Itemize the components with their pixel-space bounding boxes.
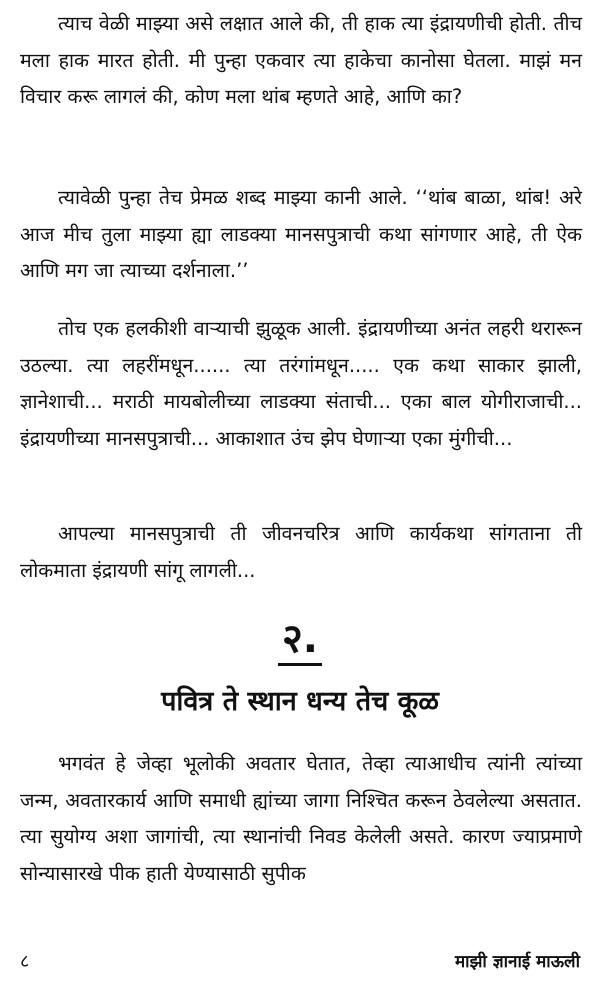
chapter-number bbox=[0, 614, 600, 666]
paragraph-1: त्याच वेळी माझ्या असे लक्षात आले की, ती हाक त्या इंद्रायणीची होती. तीच मला हाक मारत होती. मी पुन्हा एकवार त्या हाकेचा कानोसा घेतला. माझं मन विचार करू लागलं की, कोण मला थांब म्हणते आहे, आणि का? bbox=[20, 12, 582, 108]
running-footer-book-title: माझी ज्ञानाई माऊली bbox=[455, 952, 580, 972]
paragraph-3: तोच एक हलकीशी वाऱ्याची झुळूक आली. इंद्रायणीच्या अनंत लहरी थरारून उठल्या. त्या लहरींमधून...... त्या तरंगांमधून..... एक कथा साकार झाली, ज्ञानेशाची... मराठी मायबोलीच्या लाडक्या संताची... एका बाल योगीराजाची... इंद्रायणीच्या मानसपुत्राची... आकाशात उंच झेप घेणाऱ्या एका मुंगीची... bbox=[20, 317, 582, 450]
paragraph-4: आपल्या मानसपुत्राची ती जीवनचरित्र आणि कार्यकथा सांगताना ती लोकमाता इंद्रायणी सांगू लागली... bbox=[20, 522, 582, 582]
chapter-number-text: २. bbox=[278, 615, 322, 666]
chapter-title: पवित्र ते स्थान धन्य तेच कूळ bbox=[161, 686, 439, 717]
paragraph-5: भगवंत हे जेव्हा भूलोकी अवतार घेतात, तेव्हा त्याआधीच त्यांनी त्यांच्या जन्म, अवतारकार्य आणि समाधी ह्यांच्या जागा निश्चित करून ठेवलेल्या असतात. त्या सुयोग्य अशा जागांची, त्या स्थानांची निवड केलेली असते. कारण ज्याप्रमाणे सोन्यासारखे पीक हाती येण्यासाठी सुपीक bbox=[20, 752, 582, 885]
page-number: ८ bbox=[20, 951, 30, 972]
paragraph-2: त्यावेळी पुन्हा तेच प्रेमळ शब्द माझ्या कानी आले. ‘‘थांब बाळा, थांब! अरे आज मीच तुला माझ्या ह्या लाडक्या मानसपुत्राची कथा सांगणार आहे, ती ऐक आणि मग जा त्याच्या दर्शनाला.’’ bbox=[20, 186, 582, 282]
